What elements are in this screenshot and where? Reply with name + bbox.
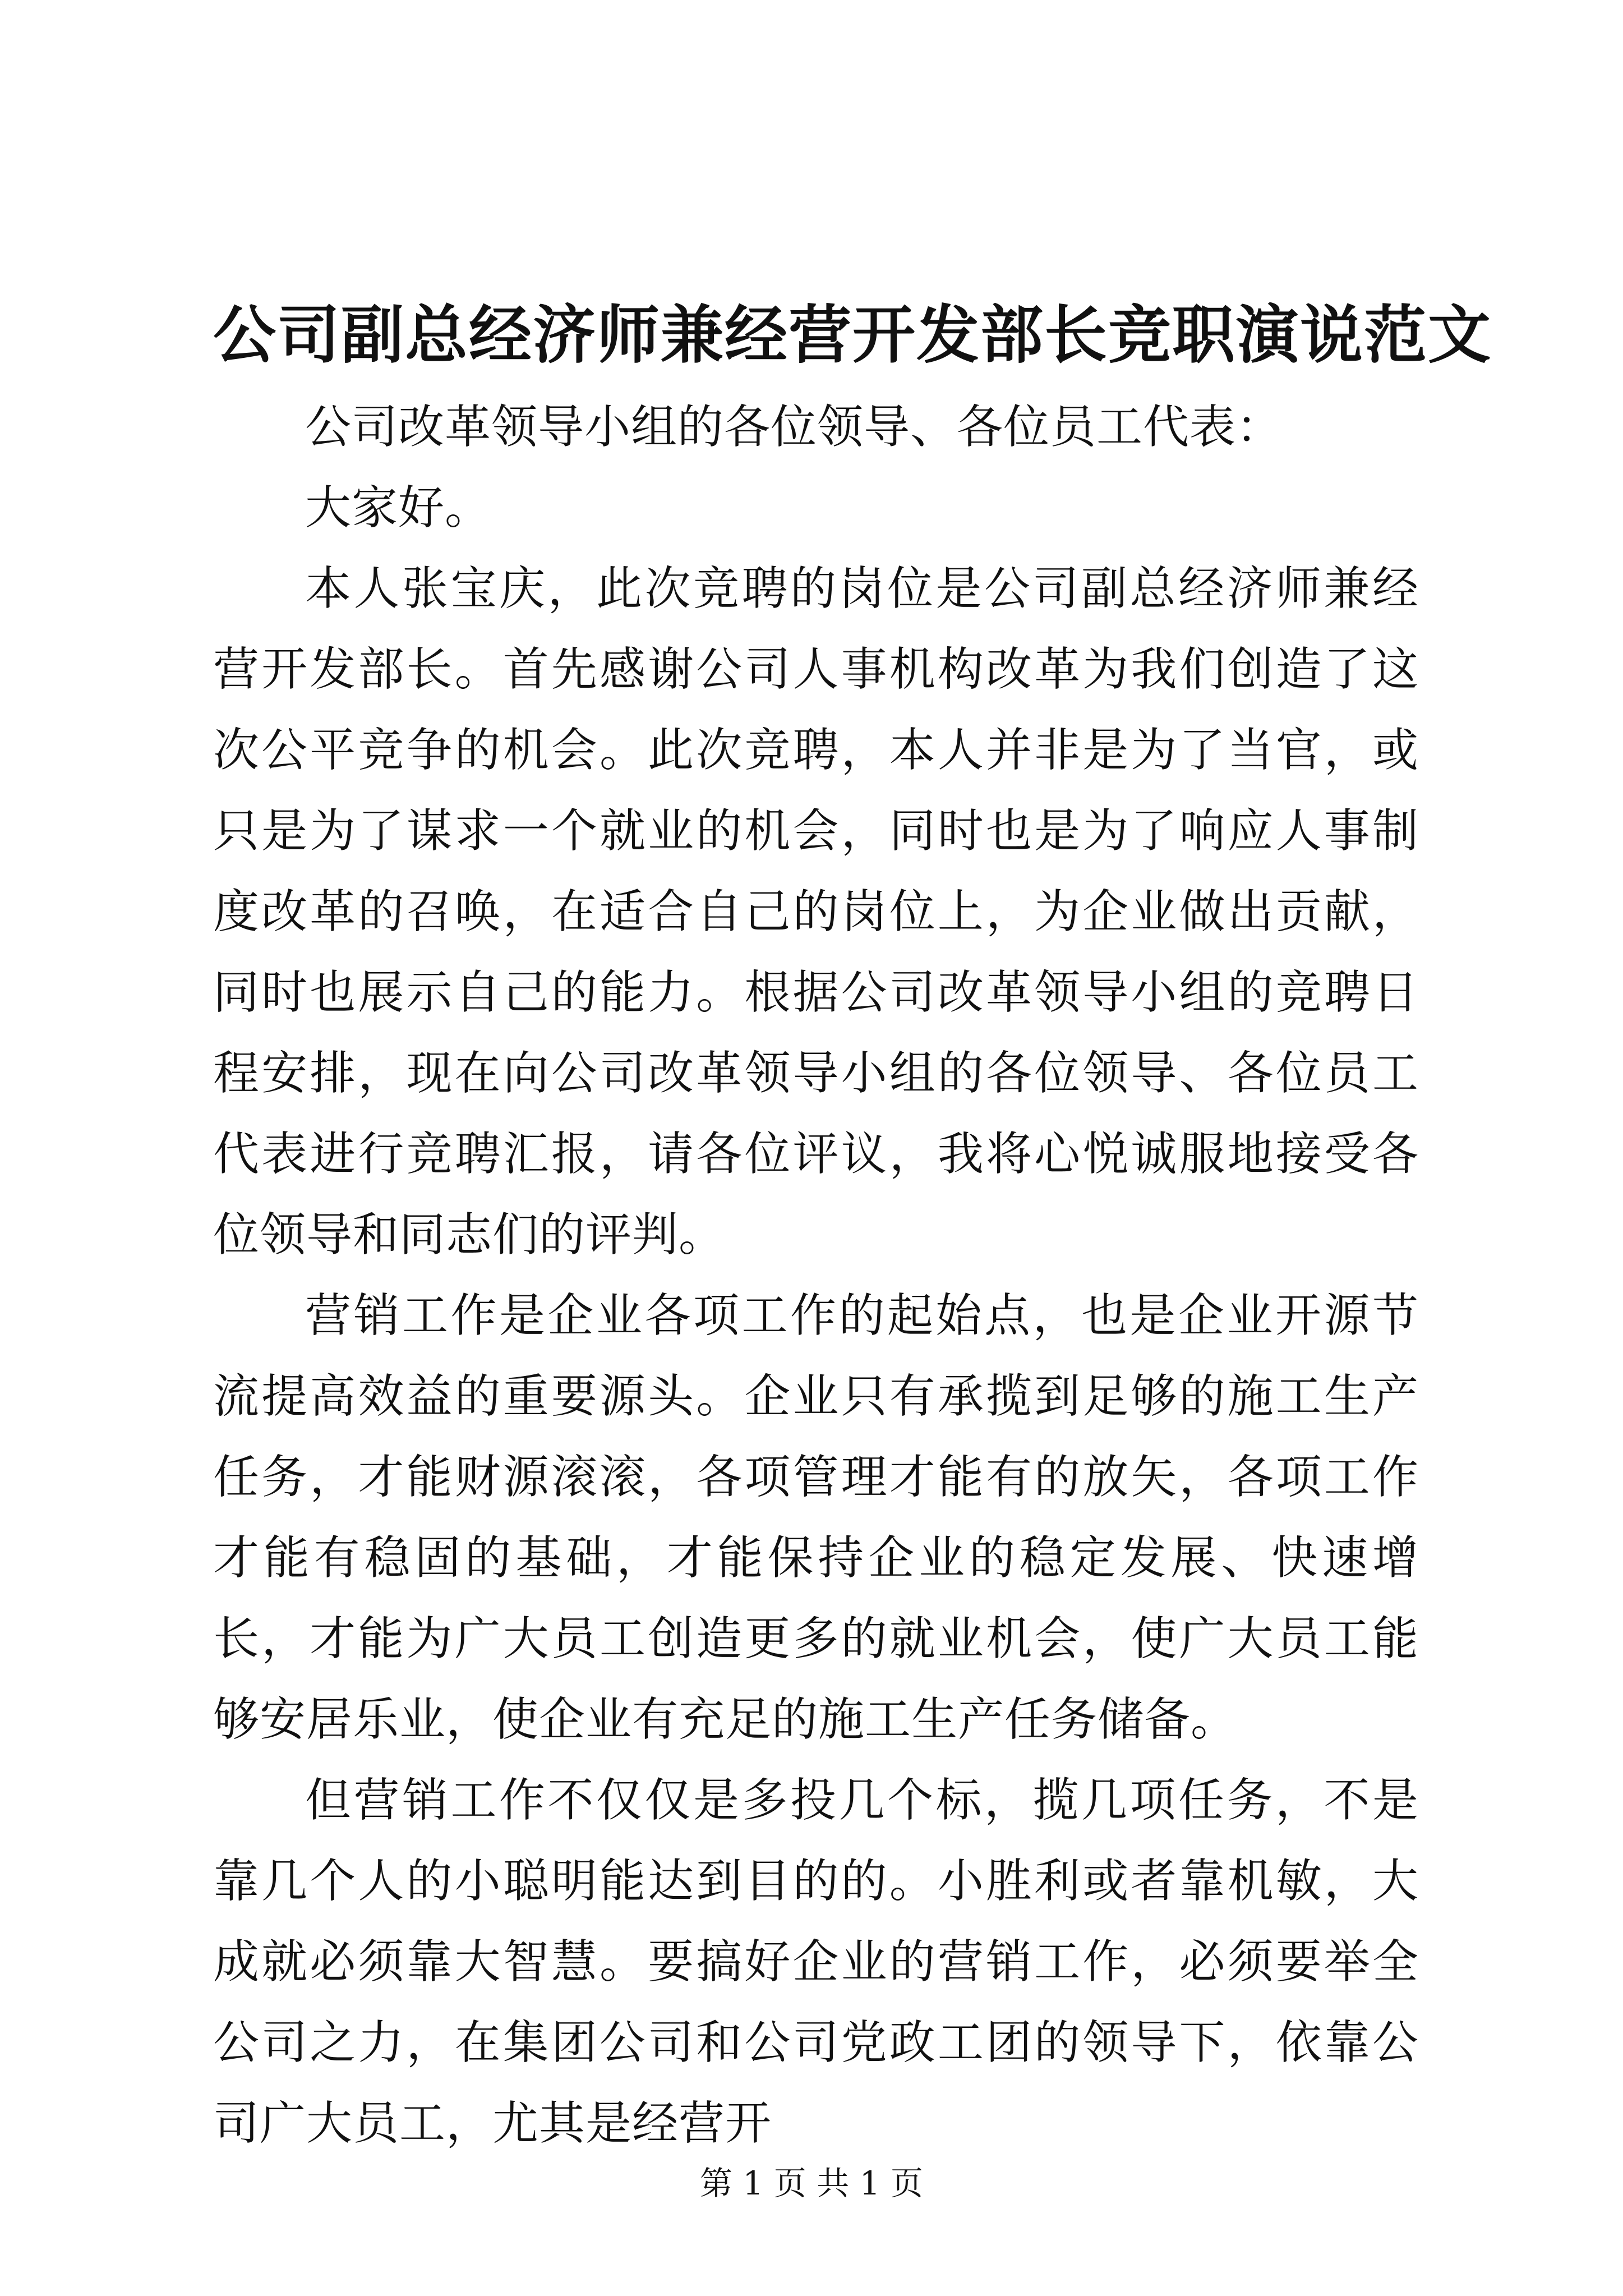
- marketing-strategy-paragraph: 但营销工作不仅仅是多投几个标，揽几项任务，不是靠几个人的小聪明能达到目的的。小胜利或者靠机敏，大成就必须靠大智慧。要搞好企业的营销工作，必须要举全公司之力，在集团公司和公司党政工团的领导下，依靠公司广大员工，尤其是经营开: [213, 1774, 1419, 2150]
- document-body: [213, 387, 1419, 2164]
- intro-paragraph: 本人张宝庆，此次竞聘的岗位是公司副总经济师兼经营开发部长。首先感谢公司人事机构改革为我们创造了这次公平竞争的机会。此次竞聘，本人并非是为了当官，或只是为了谋求一个就业的机会，同时也是为了响应人事制度改革的召唤，在适合自己的岗位上，为企业做出贡献，同时也展示自己的能力。根据公司改革领导小组的竞聘日程安排，现在向公司改革领导小组的各位领导、各位员工代表进行竞聘汇报，请各位评议，我将心悦诚服地接受各位领导和同志们的评判。: [213, 562, 1419, 1262]
- document-title: 公司副总经济师兼经营开发部长竞职演说范文: [213, 298, 1492, 372]
- page-number-footer: 第 1 页 共 1 页: [700, 2164, 923, 2202]
- greeting-paragraph: 大家好。: [305, 481, 492, 535]
- salutation-paragraph: 公司改革领导小组的各位领导、各位员工代表：: [305, 401, 1283, 454]
- marketing-importance-paragraph: 营销工作是企业各项工作的起始点，也是企业开源节流提高效益的重要源头。企业只有承揽到足够的施工生产任务，才能财源滚滚，各项管理才能有的放矢，各项工作才能有稳固的基础，才能保持企业的稳定发展、快速增长，才能为广大员工创造更多的就业机会，使广大员工能够安居乐业，使企业有充足的施工生产任务储备。: [213, 1289, 1419, 1746]
